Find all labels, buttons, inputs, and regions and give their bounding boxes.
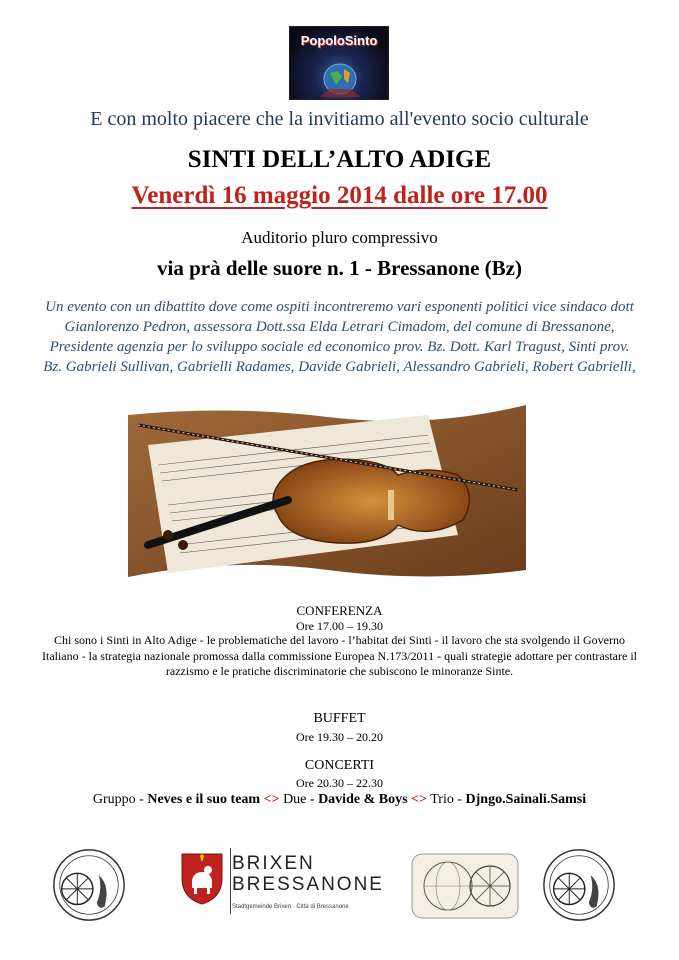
lineup-trio-name: Djngo.Sainali.Samsi xyxy=(465,792,587,807)
conference-time: Ore 17.00 – 19.30 xyxy=(296,619,383,633)
lineup-trio-label: Trio - xyxy=(426,792,466,807)
concerts-time: Ore 20.30 – 22.30 xyxy=(296,776,383,790)
event-address: via prà delle suore n. 1 - Bressanone (Bz) xyxy=(157,256,522,280)
wagon-wheel-logo-left xyxy=(50,846,128,924)
event-date xyxy=(0,182,679,210)
logo-text: PopoloSinto xyxy=(300,33,378,48)
conference-description: Chi sono i Sinti in Alto Adige - le problematiche del lavoro - l’habitat dei Sinti - il lavoro che sta svolgendo il Governo Italiano - la strategia nazionale promossa dalla commissione Europea N.173/2011 - quali strategie adottare per contrastare il razzismo e le pratiche discriminatorie che subiscono le minoranze Sinte. xyxy=(41,633,637,678)
wagon-wheel-logo-right xyxy=(540,846,618,924)
event-description: Un evento con un dibattito dove come ospiti incontreremo vari esponenti politici vice sindaco dott Gianlorenzo Pedron, assessora Dott.ssa Elda Letrari Cimadom, del comune di Bressanone, Presidente agenzia per lo sviluppo sociale ed economico prov. Bz. Dott. Karl Tragust, Sinti prov. Bz. Gabrieli Sullivan, Gabrielli Radames, Davide Gabrieli, Alessandro Gabrieli, Robert Gabrielli, xyxy=(43,299,636,375)
globe-icon xyxy=(290,27,390,101)
brixen-name-it: BRESSANONE xyxy=(232,874,384,895)
violin-photo xyxy=(128,405,526,583)
buffet-title: BUFFET xyxy=(313,711,366,726)
event-title: SINTI DELL’ALTO ADIGE xyxy=(187,146,492,173)
brixen-name xyxy=(232,853,384,895)
lineup-group-name: Neves e il suo team xyxy=(147,792,261,807)
lineup-duo-label: Due - xyxy=(279,792,319,807)
lineup-group-label: Gruppo - xyxy=(92,792,148,807)
lineup-separator: <> xyxy=(263,792,280,807)
conference-title: CONFERENZA xyxy=(296,603,383,618)
concerts-lineup xyxy=(0,792,679,808)
brixen-subtitle: Stadtgemeinde Brixen · Città di Bressanone xyxy=(232,904,349,910)
brixen-divider xyxy=(230,848,231,914)
lineup-separator: <> xyxy=(411,792,427,807)
concerts-title: CONCERTI xyxy=(304,758,375,773)
invitation-text: E con molto piacere che la invitiamo all'evento socio culturale xyxy=(90,108,589,130)
brixen-name-de: BRIXEN xyxy=(232,853,315,874)
popolosinto-logo xyxy=(289,26,389,100)
event-date-text: Venerdì 16 maggio 2014 dalle ore 17.00 xyxy=(131,182,548,209)
sinti-nel-mondo-logo xyxy=(410,852,520,920)
brixen-bressanone-logo xyxy=(178,848,384,918)
brixen-coat-of-arms-icon xyxy=(178,850,226,906)
buffet-time: Ore 19.30 – 20.20 xyxy=(296,730,383,744)
event-venue: Auditorio pluro compressivo xyxy=(241,228,438,247)
lineup-duo-name: Davide & Boys xyxy=(318,792,408,807)
